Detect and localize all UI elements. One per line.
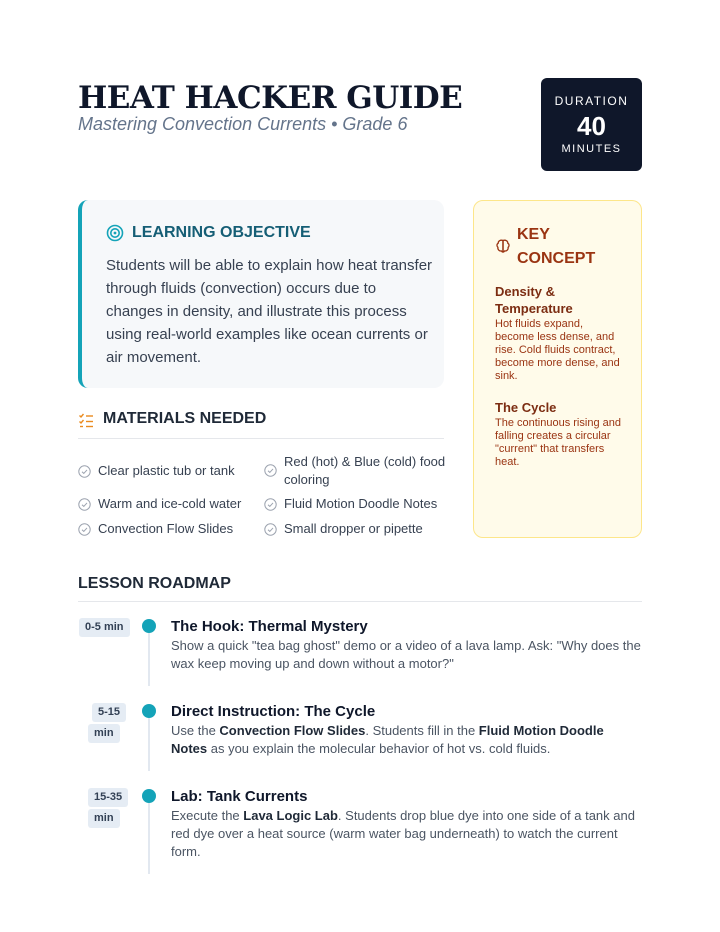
material-label: Clear plastic tub or tank bbox=[98, 463, 235, 478]
material-label: Warm and ice-cold water bbox=[98, 496, 242, 511]
check-circle-icon bbox=[78, 465, 91, 478]
page-title: HEAT HACKER GUIDE bbox=[78, 80, 463, 116]
key-concept-card bbox=[473, 200, 642, 538]
timeline-dot bbox=[142, 789, 156, 803]
time-badge: 15-35 bbox=[88, 788, 128, 807]
target-icon bbox=[106, 224, 124, 242]
material-label: Red (hot) & Blue (cold) food coloring bbox=[284, 454, 446, 487]
check-circle-icon bbox=[78, 498, 91, 511]
material-reference: Convection Flow Slides bbox=[219, 723, 366, 738]
timeline-line bbox=[148, 796, 150, 874]
check-circle-icon bbox=[264, 498, 277, 511]
check-circle-icon bbox=[78, 523, 91, 536]
step-description: Execute the Lava Logic Lab. Students drop blue dye into one side of a tank and red dye over a heat source (warm water bag underneath) to watch the current form. bbox=[171, 808, 635, 859]
timeline-line bbox=[148, 711, 150, 771]
duration-label: DURATION bbox=[554, 94, 629, 108]
material-label: Convection Flow Slides bbox=[98, 521, 234, 536]
material-item bbox=[264, 495, 446, 513]
material-reference: Fluid Motion Doodle Notes bbox=[171, 723, 604, 756]
roadmap-heading: LESSON ROADMAP bbox=[78, 575, 642, 602]
time-badge-unit: min bbox=[88, 724, 120, 743]
concept-section-title: The Cycle bbox=[495, 400, 557, 415]
duration-unit: MINUTES bbox=[561, 143, 622, 155]
material-label: Fluid Motion Doodle Notes bbox=[284, 496, 438, 511]
step-description: Show a quick "tea bag ghost" demo or a video of a lava lamp. Ask: "Why does the wax keep moving up and down without a motor?" bbox=[171, 638, 641, 671]
timeline-dot bbox=[142, 619, 156, 633]
concept-section-body: The continuous rising and falling creates a circular "current" that transfers heat. bbox=[495, 417, 621, 468]
material-item bbox=[78, 462, 258, 480]
concept-section bbox=[495, 283, 625, 383]
check-circle-icon bbox=[264, 464, 277, 477]
material-item bbox=[78, 520, 258, 538]
concept-section-body: Hot fluids expand, become less dense, and rise. Cold fluids contract, become more dense, and sink. bbox=[495, 318, 620, 382]
material-reference: Lava Logic Lab bbox=[243, 808, 338, 823]
step-title: Lab: Tank Currents bbox=[171, 788, 308, 805]
timeline-line bbox=[148, 626, 150, 686]
concept-section-title: Density & Temperature bbox=[495, 284, 573, 316]
learning-objective-card bbox=[78, 200, 444, 388]
time-badge-range: 5-15 bbox=[98, 706, 121, 718]
material-item bbox=[78, 495, 258, 513]
material-item bbox=[264, 520, 446, 538]
material-item bbox=[264, 453, 446, 489]
time-badge-unit: min bbox=[88, 809, 120, 828]
objective-heading: LEARNING OBJECTIVE bbox=[132, 224, 311, 241]
duration-badge bbox=[541, 78, 642, 171]
key-concept-heading: KEY CONCEPT bbox=[517, 226, 596, 267]
materials-heading: MATERIALS NEEDED bbox=[103, 410, 267, 427]
checklist-icon bbox=[78, 412, 95, 429]
objective-text: Students will be able to explain how heat transfer through fluids (convection) occurs due to changes in density, and illustrate this process using real-world examples like ocean currents or air movement. bbox=[106, 257, 433, 366]
check-circle-icon bbox=[264, 523, 277, 536]
duration-value: 40 bbox=[577, 111, 606, 141]
brain-icon bbox=[495, 238, 511, 254]
step-title: Direct Instruction: The Cycle bbox=[171, 703, 376, 720]
timeline-dot bbox=[142, 704, 156, 718]
concept-section bbox=[495, 399, 625, 469]
materials-header bbox=[78, 410, 444, 439]
material-label: Small dropper or pipette bbox=[284, 521, 423, 536]
step-title: The Hook: Thermal Mystery bbox=[171, 618, 368, 635]
time-badge bbox=[92, 703, 126, 722]
step-description: Use the Convection Flow Slides. Students fill in the Fluid Motion Doodle Notes as you explain the molecular behavior of hot vs. cold fluids. bbox=[171, 723, 604, 756]
page-subtitle: Mastering Convection Currents • Grade 6 bbox=[78, 114, 408, 134]
time-badge: 0-5 min bbox=[79, 618, 130, 637]
